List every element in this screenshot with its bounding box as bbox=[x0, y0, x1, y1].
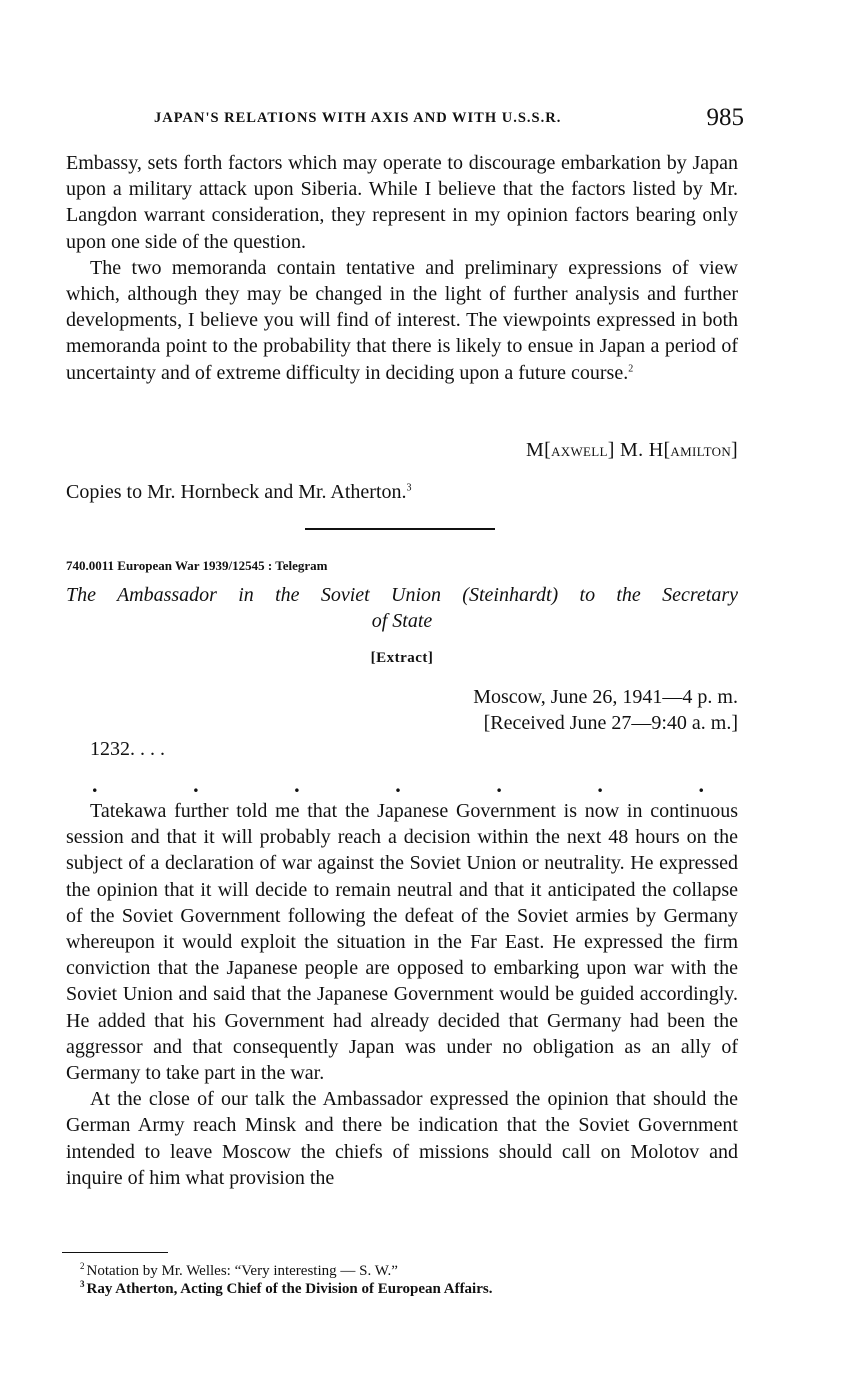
signature-part-4: amilton bbox=[670, 440, 732, 460]
footnote bbox=[80, 1280, 492, 1298]
memo-paragraph-2-text: The two memoranda contain tentative and preliminary expressions of view which, although they may be changed in the light of further analysis and further developments, I believe you will find of interest. The viewpoints expressed in both memoranda point to the probability that there is likely to ensue in Japan a period of uncertainty and of extreme difficulty in deciding upon a future course. bbox=[66, 256, 738, 384]
omission-dot: . bbox=[193, 772, 199, 797]
dateline: Moscow, June 26, 1941—4 p. m. bbox=[473, 686, 738, 708]
file-reference: 740.0011 European War 1939/12545 : Telegram bbox=[66, 558, 328, 573]
footnote-divider bbox=[62, 1252, 168, 1253]
telegram-paragraph-1: Tatekawa further told me that the Japanese Government is now in continuous session and that it will probably reach a decision within the next 48 hours on the subject of a declaration of war against the Soviet Union or neutrality. He expressed the opinion that it will decide to remain neutral and that it anticipated the collapse of the Soviet Government following the defeat of the Soviet armies by Germany whereupon it would exploit the situation in the Far East. He expressed the firm conviction that the Japanese people are opposed to embarking upon war with the Soviet Union and said that the Japanese Government would be guided accordingly. He added that his Government had already decided that Germany had been the aggressor and that consequently Japan was under no obligation as an ally of Germany to take part in the war. bbox=[66, 800, 738, 1085]
running-title: JAPAN'S RELATIONS WITH AXIS AND WITH U.S.S.R. bbox=[154, 110, 562, 126]
document-title-line-1: The Ambassador in the Soviet Union (Steinhardt) to the Secretary bbox=[66, 584, 738, 606]
omission-dot: . bbox=[92, 772, 98, 797]
signature-part-1: M[ bbox=[526, 439, 552, 461]
page-number: 985 bbox=[706, 104, 744, 131]
section-divider bbox=[305, 528, 495, 530]
footnote-text: Ray Atherton, Acting Chief of the Division of European Affairs. bbox=[86, 1281, 493, 1297]
received-line: [Received June 27—9:40 a. m.] bbox=[483, 712, 738, 734]
footnote-ref-2: 2 bbox=[628, 362, 634, 374]
copies-text: Copies to Mr. Hornbeck and Mr. Atherton. bbox=[66, 481, 407, 503]
telegram-number: 1232. . . . bbox=[90, 738, 165, 760]
omission-dot: . bbox=[395, 772, 401, 797]
signature bbox=[526, 439, 738, 462]
running-head bbox=[154, 104, 744, 134]
memo-continuation bbox=[66, 150, 738, 386]
extract-label: [Extract] bbox=[370, 650, 434, 666]
signature-part-3: ] M. H[ bbox=[607, 439, 671, 461]
document-title bbox=[66, 582, 738, 634]
omission-dot: . bbox=[294, 772, 300, 797]
omission-dot: . bbox=[496, 772, 502, 797]
footnote-text: Notation by Mr. Welles: “Very interesting — S. W.” bbox=[86, 1263, 398, 1279]
copies-line bbox=[66, 481, 412, 504]
signature-part-5: ] bbox=[731, 439, 738, 461]
footnote bbox=[80, 1262, 492, 1280]
memo-paragraph-1: Embassy, sets forth factors which may operate to discourage embarkation by Japan upon a military attack upon Siberia. While I believe that the factors listed by Mr. Langdon warrant consideration, they represent in my opinion factors bearing only upon one side of the question. bbox=[66, 152, 738, 253]
signature-part-2: axwell bbox=[551, 440, 608, 460]
omission-dots bbox=[92, 772, 704, 797]
memo-paragraph-2 bbox=[66, 255, 738, 386]
footnotes bbox=[80, 1262, 492, 1298]
dateline-block bbox=[473, 684, 738, 736]
telegram-paragraph-2: At the close of our talk the Ambassador expressed the opinion that should the German Army reach Minsk and there be indication that the Soviet Government intended to leave Moscow the chiefs of missions should call on Molotov and inquire of him what provision the bbox=[66, 1088, 738, 1189]
footnote-mark: 2 bbox=[80, 1261, 85, 1271]
footnote-ref-3: 3 bbox=[406, 482, 412, 494]
omission-dot: . bbox=[698, 772, 704, 797]
omission-dot: . bbox=[597, 772, 603, 797]
footnote-mark: 3 bbox=[80, 1279, 85, 1289]
document-title-line-2: of State bbox=[371, 610, 433, 632]
telegram-body bbox=[66, 798, 738, 1191]
